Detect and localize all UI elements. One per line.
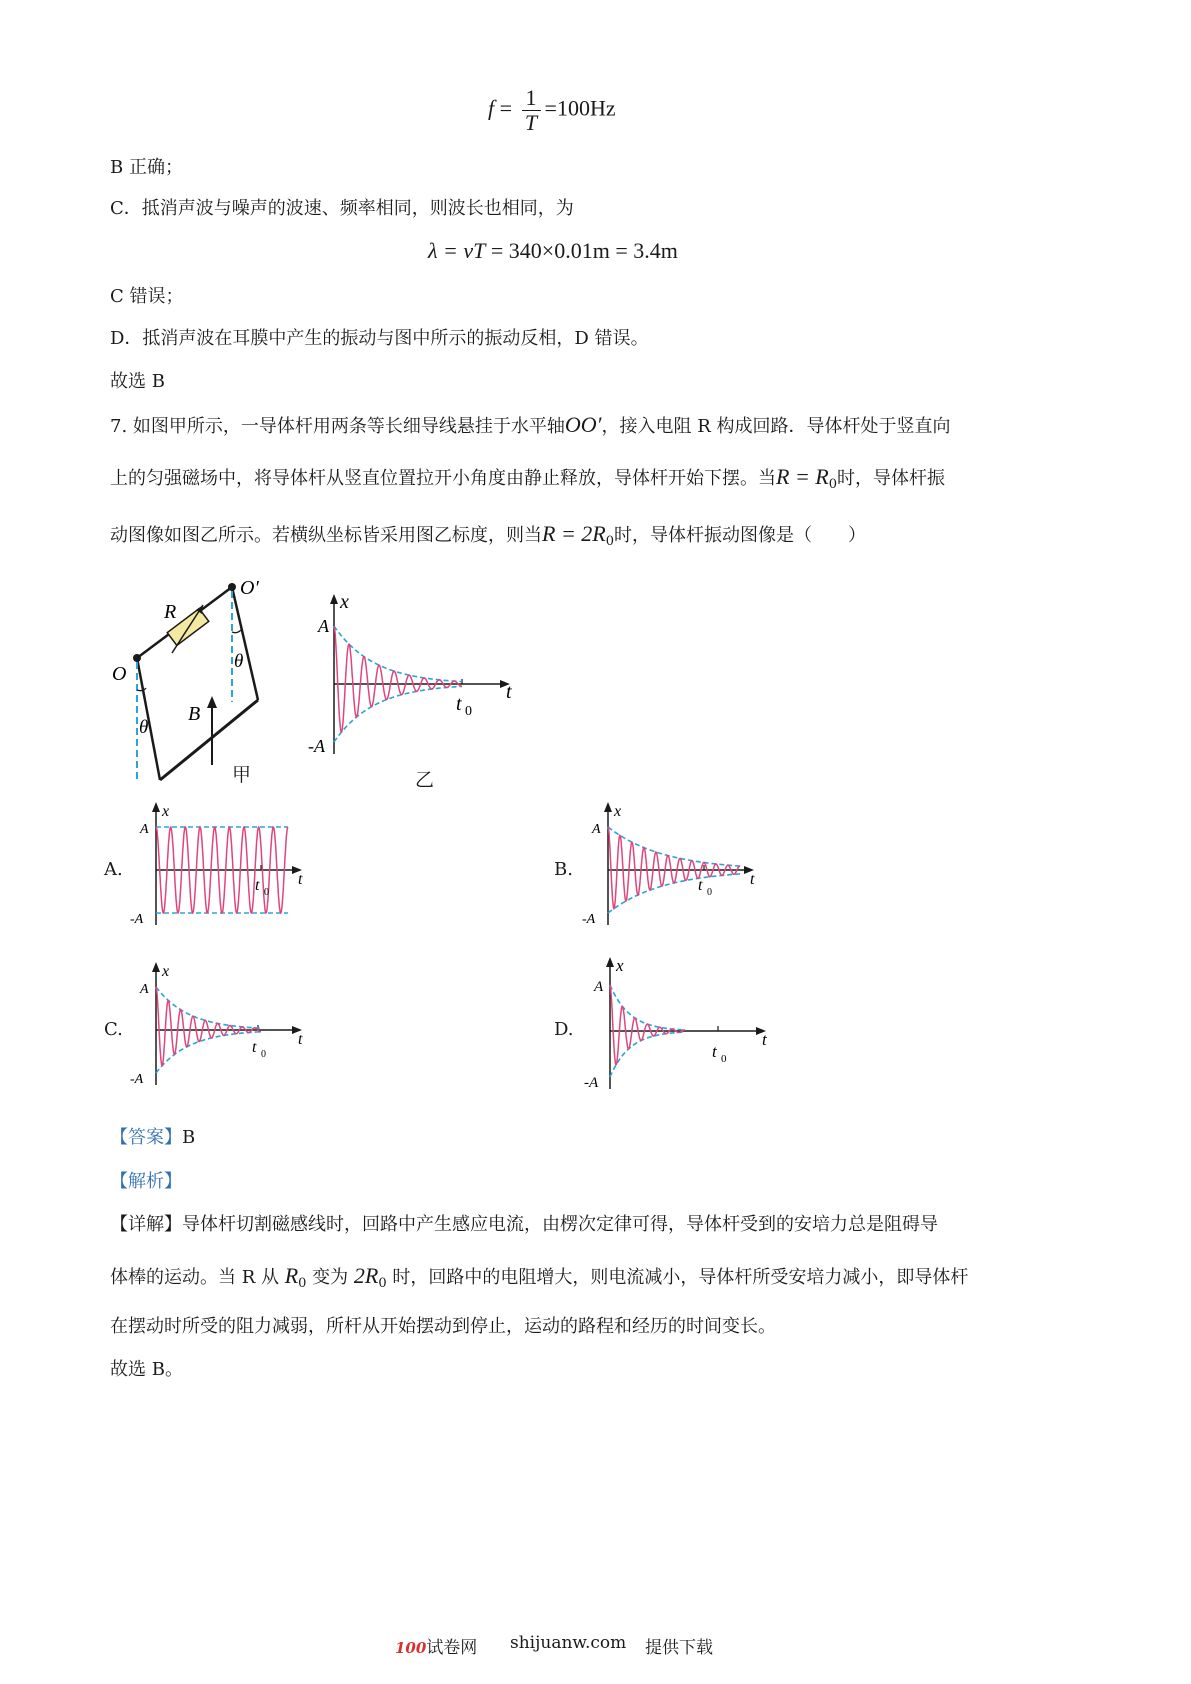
upper-envelope <box>156 987 261 1028</box>
magnetic-field-arrow-head <box>207 696 217 708</box>
label-x: x <box>162 803 170 820</box>
label-minus-a: -A <box>582 912 596 927</box>
label-a: A <box>594 979 604 995</box>
label-t0-subscript: 0 <box>721 1053 727 1065</box>
label-x: x <box>340 591 349 613</box>
label-t0-subscript: 0 <box>707 887 712 898</box>
option-b-graph[interactable] <box>580 800 770 930</box>
label-t: t <box>506 681 512 703</box>
wavelength-result: = 340×0.01m = 3.4m <box>485 238 678 263</box>
label-a: A <box>318 616 329 636</box>
label-t0: t <box>456 693 462 715</box>
label-t: t <box>762 1030 767 1049</box>
question-7-line-1: 7. 如图甲所示，一导体杆用两条等长细导线悬挂于水平轴OO′，接入电阻 R 构成回路．导体杆处于竖直向 <box>110 412 951 437</box>
lambda-symbol: λ <box>428 238 438 263</box>
footer <box>395 1633 477 1658</box>
label-t0: t <box>255 877 260 894</box>
figure-yi-caption: 乙 <box>415 769 435 791</box>
detail-line-3: 在摆动时所受的阻力减弱，所杆从开始摆动到停止，运动的路程和经历的时间变长。 <box>110 1316 776 1337</box>
label-theta-left: θ <box>139 717 149 738</box>
oscillation-curve <box>334 626 462 732</box>
option-d-graph[interactable] <box>580 955 780 1090</box>
oscillation-curve <box>156 987 261 1066</box>
lower-envelope <box>610 1032 685 1077</box>
oscillation-curve <box>610 985 685 1065</box>
detail-choose: 故选 B。 <box>110 1359 183 1380</box>
answer-line <box>110 1125 195 1151</box>
choose-b-line: 故选 B <box>110 371 165 392</box>
label-t0: t <box>698 877 703 894</box>
figure-jia-circuit <box>100 570 300 790</box>
label-t: t <box>298 1031 303 1048</box>
label-minus-a: -A <box>130 1072 144 1087</box>
figure-yi-graph <box>300 588 530 758</box>
label-t0-subscript: 0 <box>264 887 269 898</box>
option-d-label[interactable]: D. <box>554 1019 574 1040</box>
footer-site-cn: 试卷网 <box>426 1638 478 1658</box>
fraction-one-over-t <box>522 86 541 135</box>
c-explanation-line: C．抵消声波与噪声的波速、频率相同，则波长也相同，为 <box>110 198 574 219</box>
y-axis-arrow <box>152 802 160 812</box>
b-correct-line: B 正确； <box>110 157 183 178</box>
label-x: x <box>616 956 624 975</box>
label-t0-subscript: 0 <box>261 1049 266 1060</box>
footer-site-link[interactable]: shijuanw.com <box>510 1633 627 1653</box>
pivot-o-prime <box>228 583 236 591</box>
label-a: A <box>592 822 601 837</box>
label-t0-subscript: 0 <box>465 704 472 719</box>
answer-value: B <box>182 1127 196 1148</box>
option-b-label[interactable]: B. <box>554 859 573 880</box>
label-t: t <box>750 871 755 888</box>
option-a-label[interactable]: A. <box>104 859 123 880</box>
option-c-label[interactable]: C. <box>104 1019 123 1040</box>
d-explanation-line: D．抵消声波在耳膜中产生的振动与图中所示的振动反相，D 错误。 <box>110 328 649 349</box>
label-minus-a: -A <box>584 1075 599 1090</box>
vt-expression: = vT <box>437 238 486 263</box>
upper-envelope <box>608 827 742 866</box>
right-wire <box>232 587 258 700</box>
label-a: A <box>140 982 149 997</box>
label-x: x <box>614 803 622 820</box>
footer-provide: 提供下载 <box>645 1638 713 1658</box>
label-theta-right: θ <box>234 651 244 672</box>
formula-frequency: f = $\frac{1}{T}$ =100Hz <box>488 85 616 135</box>
label-a: A <box>140 822 149 837</box>
figure-jia-caption: 甲 <box>232 764 252 786</box>
formula-f-symbol: f <box>488 95 495 121</box>
formula-wavelength <box>428 238 678 264</box>
label-x: x <box>162 963 170 980</box>
label-t: t <box>298 871 303 888</box>
y-axis-arrow <box>604 802 612 812</box>
label-minus-a: -A <box>130 912 144 927</box>
y-axis-arrow <box>152 962 160 972</box>
oscillation-curve <box>608 827 740 909</box>
c-wrong-line: C 错误； <box>110 286 184 307</box>
detail-line-1: 【详解】导体杆切割磁感线时，回路中产生感应电流，由楞次定律可得，导体杆受到的安培力总是阻碍导 <box>110 1214 938 1235</box>
label-t0: t <box>252 1039 257 1056</box>
label-r: R <box>164 601 177 623</box>
detail-tag: 【详解】 <box>110 1214 182 1235</box>
label-o: O <box>112 663 127 685</box>
fraction-numerator: 1 <box>522 86 541 111</box>
formula-f-result: =100Hz <box>544 95 616 121</box>
option-c-graph[interactable] <box>128 960 318 1090</box>
upper-envelope <box>334 626 462 682</box>
detail-line-2: 体棒的运动。当 R 从 $R_0$ 变为 $2R_0$ 时，回路中的电阻增大，则电流减小，导体杆所受安培力减小，即导体杆 <box>110 1263 969 1291</box>
question-7-line-2: 上的匀强磁场中，将导体杆从竖直位置拉开小角度由静止释放，导体杆开始下摆。当$R = R_0$时，导体杆振 <box>110 464 946 492</box>
answer-tag: 【答案】 <box>110 1127 182 1148</box>
footer-logo: 100 <box>395 1639 427 1657</box>
label-b: B <box>188 703 201 725</box>
y-axis-arrow <box>606 957 614 967</box>
question-7-line-3: 动图像如图乙所示。若横纵坐标皆采用图乙标度，则当$R = 2R_0$时，导体杆振动图像是（ ） <box>110 521 867 549</box>
analysis-tag: 【解析】 <box>110 1171 182 1192</box>
label-minus-a: -A <box>308 736 325 756</box>
fraction-denominator: T <box>524 110 538 135</box>
label-o-prime: O′ <box>240 577 259 599</box>
axis-oo-prime: OO′ <box>564 412 602 437</box>
y-axis-arrow <box>330 594 338 604</box>
pivot-o <box>133 654 141 662</box>
label-t0: t <box>712 1042 717 1061</box>
angle-arc-right <box>232 630 241 633</box>
option-a-graph[interactable] <box>128 800 318 930</box>
